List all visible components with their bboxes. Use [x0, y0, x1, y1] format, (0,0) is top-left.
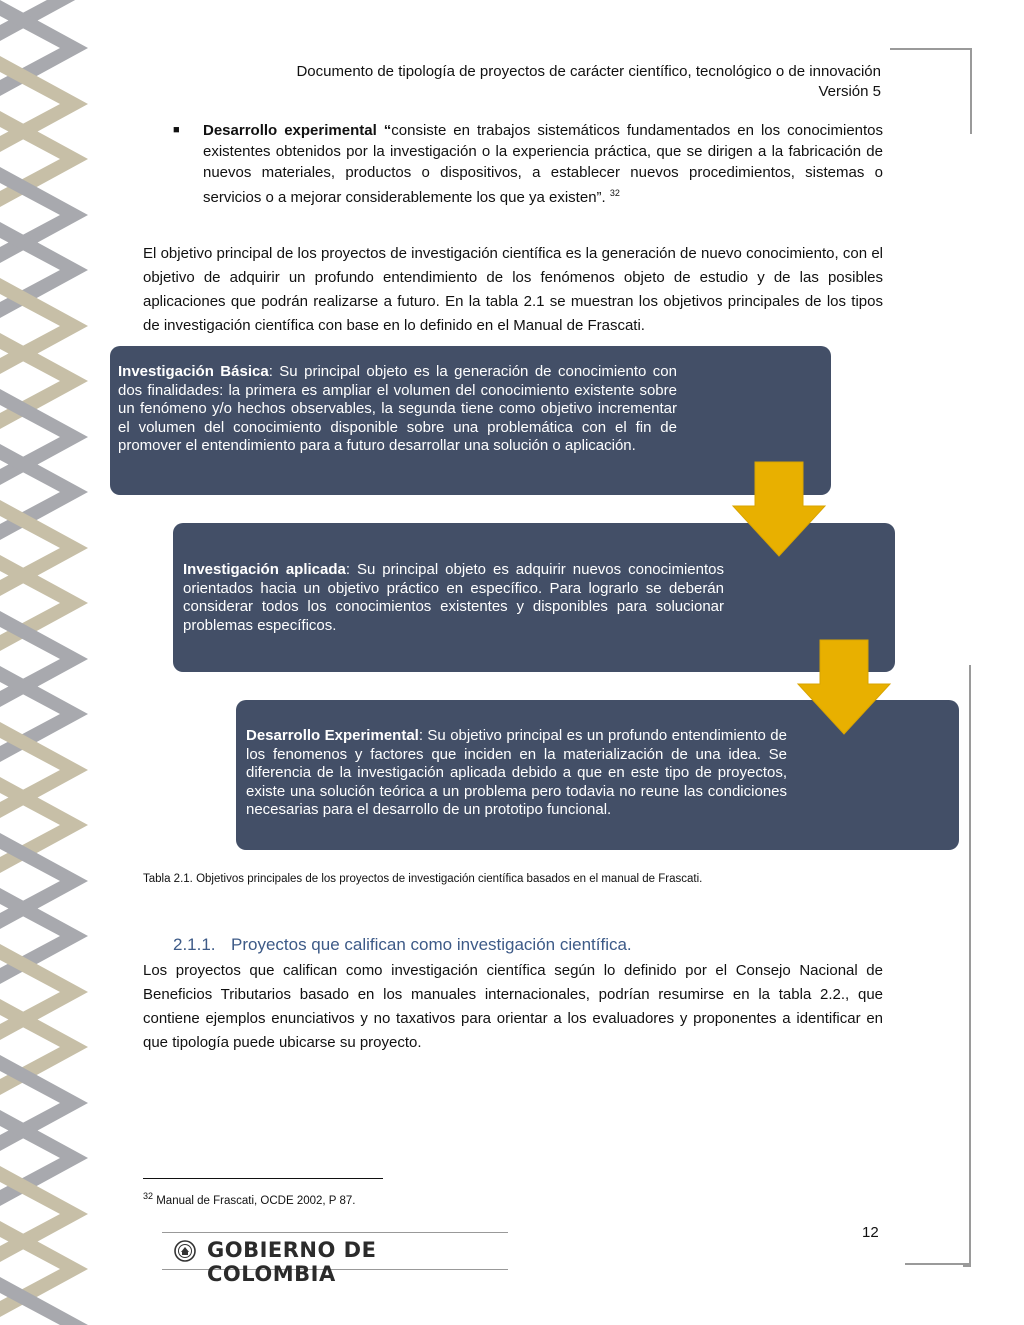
page-frame-top [890, 48, 972, 134]
box1-title: Investigación Básica [118, 363, 269, 380]
gobierno-logo [162, 1232, 508, 1286]
page-number: 12 [862, 1224, 879, 1241]
box1-body: : Su principal objeto es la generación de conocimiento con dos finalidades: la primera es ampliar el volumen del conocimiento existente sobre un fenómeno y/o hechos observables, la segunda tiene como objetivo incrementar el volumen del conocimiento disponible sobre una problemática con el fin de promover el entendimiento para a futuro desarrollar una solución o aplicación. [118, 363, 677, 454]
box3-title: Desarrollo Experimental [246, 727, 419, 744]
section-heading [173, 935, 632, 955]
arrow-down-icon [796, 638, 892, 736]
bullet-quote: “ [383, 122, 392, 139]
box3-text [246, 727, 787, 820]
paragraph-projects: Los proyectos que califican como investigación científica según lo definido por el Consejo Nacional de Beneficios Tributarios basado en los manuales internacionales, podrían resumirse en la tabla 2.2., que contiene ejemplos enunciativos y no taxativos para orientar a los evaluadores y proponentes a identificar en que tipología puede ubicarse su proyecto. [143, 962, 883, 1051]
footnote-divider [143, 1178, 383, 1179]
page-frame-bottom-line [905, 1263, 971, 1265]
logo-text: GOBIERNO DE COLOMBIA [207, 1238, 377, 1286]
page-frame-bottom [963, 665, 971, 1267]
document-header [296, 62, 881, 102]
box2-body: : Su principal objeto es adquirir nuevos conocimientos orientados hacia un objetivo práctico en específico. Para lograrlo se deberán considerar todos los conocimientos existentes y disponibles para solucionar problemas específicos. [183, 561, 724, 634]
box-investigacion-basica [110, 346, 831, 495]
decorative-chevron-strip [0, 0, 90, 1325]
header-title: Documento de tipología de proyectos de carácter científico, tecnológico o de innovación [296, 63, 881, 80]
bullet-desarrollo-experimental [173, 120, 883, 208]
box1-text [118, 363, 677, 456]
footnote-number: 32 [143, 1191, 154, 1201]
box3-body: : Su objetivo principal es un profundo entendimiento de los fenomenos y factores que inciden en la materialización de una idea. Se diferencia de la investigación aplicada debido a que en este tipo de proyectos, existe una solución teórica a un problema pero todavia no reune las condiciones necesarias para el desarrollo de un prototipo funcional. [246, 727, 787, 818]
footnote-ref[interactable]: 32 [609, 188, 620, 198]
paragraph-objective: El objetivo principal de los proyectos de investigación científica es la generación de nuevo conocimiento, con el objetivo de adquirir un profundo entendimiento de los fenómenos objeto de estudio y de las posibles aplicaciones que podrán realizarse a futuro. En la tabla 2.1 se muestran los objetivos principales de los tipos de investigación científica con base en lo definido en el Manual de Frascati. [143, 245, 883, 334]
table-caption: Tabla 2.1. Objetivos principales de los proyectos de investigación científica basados en el manual de Frascati. [143, 873, 703, 885]
arrow-down-icon [731, 460, 827, 558]
footnote [143, 1191, 355, 1207]
section-number: 2.1.1. [173, 935, 216, 954]
box2-title: Investigación aplicada [183, 561, 346, 578]
seal-icon [174, 1240, 196, 1262]
header-version: Versión 5 [818, 83, 881, 100]
bullet-body: consiste en trabajos sistemáticos fundamentados en los conocimientos existentes obtenidos por la investigación o la experiencia práctica, que se dirigen a la fabricación de nuevos materiales, productos o dispositivos, a establecer nuevos procedimientos, sistemas o servicios o a mejorar considerablemente los que ya existen”. [203, 122, 884, 206]
bullet-title: Desarrollo experimental [203, 122, 377, 139]
bullet-text-block [203, 120, 883, 208]
footnote-text: Manual de Frascati, OCDE 2002, P 87. [156, 1194, 356, 1207]
section-title: Proyectos que califican como investigación científica. [231, 935, 632, 954]
bullet-square-icon: ■ [173, 124, 180, 136]
box2-text [183, 561, 724, 635]
